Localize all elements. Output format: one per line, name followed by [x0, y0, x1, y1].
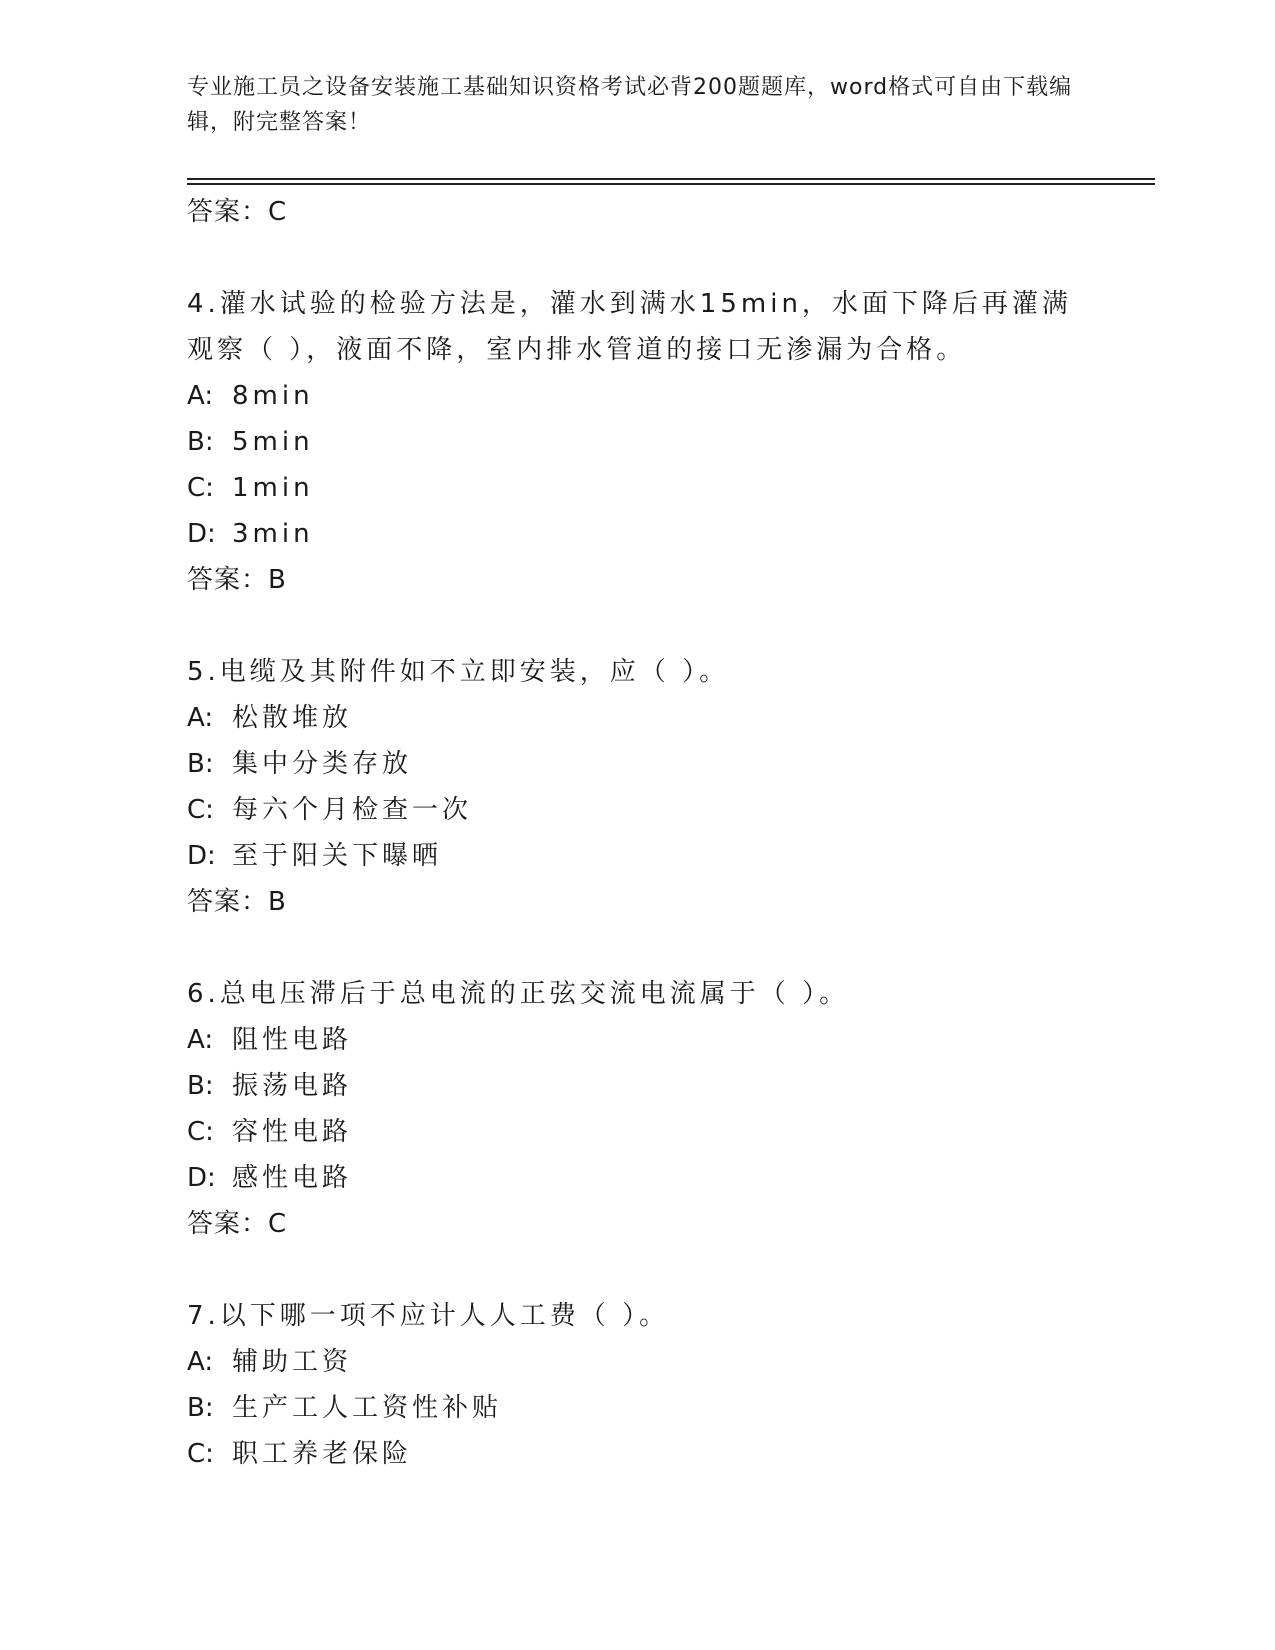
option-text: 振荡电路	[232, 1071, 353, 1101]
option-key: B:	[187, 427, 214, 457]
header-rule-top	[187, 178, 1155, 180]
answer-line: 答案：C	[187, 197, 288, 227]
option-text: 每六个月检查一次	[232, 795, 473, 825]
question-list	[187, 189, 1087, 1477]
option-text: 8min	[232, 381, 314, 411]
option-key: C:	[187, 1117, 214, 1147]
option-key: D:	[187, 1163, 216, 1193]
option-d	[187, 511, 1087, 557]
option-text: 容性电路	[232, 1117, 353, 1147]
question-text: 4.灌水试验的检验方法是，灌水到满水15min，水面下降后再灌满观察（ ），液面不降，室内排水管道的接口无渗漏为合格。	[187, 289, 1072, 365]
option-text: 5min	[232, 427, 314, 457]
header-rule-bottom	[187, 183, 1155, 185]
question-text: 7.以下哪一项不应计人人工费（ ）。	[187, 1301, 670, 1331]
option-b	[187, 419, 1087, 465]
option-d	[187, 833, 1087, 879]
option-text: 3min	[232, 519, 314, 549]
option-b	[187, 741, 1087, 787]
option-text: 松散堆放	[232, 703, 353, 733]
option-d	[187, 1155, 1087, 1201]
option-a	[187, 695, 1087, 741]
option-key: B:	[187, 1393, 214, 1423]
option-text: 集中分类存放	[232, 749, 413, 779]
option-key: A:	[187, 1347, 214, 1377]
question-block	[187, 649, 1087, 925]
option-text: 辅助工资	[232, 1347, 353, 1377]
option-b	[187, 1385, 1087, 1431]
option-a	[187, 373, 1087, 419]
question-text: 5.电缆及其附件如不立即安装，应（ ）。	[187, 657, 730, 687]
option-key: B:	[187, 1071, 214, 1101]
answer-line: 答案：C	[187, 1209, 288, 1239]
option-c	[187, 787, 1087, 833]
option-c	[187, 1109, 1087, 1155]
option-text: 阻性电路	[232, 1025, 353, 1055]
option-key: C:	[187, 1439, 214, 1469]
option-b	[187, 1063, 1087, 1109]
option-key: A:	[187, 381, 214, 411]
option-key: A:	[187, 703, 214, 733]
question-block	[187, 1293, 1087, 1477]
option-text: 感性电路	[232, 1163, 353, 1193]
option-text: 1min	[232, 473, 314, 503]
question-block	[187, 281, 1087, 603]
option-text: 至于阳关下曝晒	[232, 841, 443, 871]
option-key: D:	[187, 841, 216, 871]
question-block	[187, 971, 1087, 1247]
option-a	[187, 1017, 1087, 1063]
option-c	[187, 465, 1087, 511]
option-key: C:	[187, 473, 214, 503]
option-key: C:	[187, 795, 214, 825]
option-c	[187, 1431, 1087, 1477]
document-header: 专业施工员之设备安装施工基础知识资格考试必背200题题库，word格式可自由下载编辑，附完整答案！	[187, 75, 1073, 135]
option-a	[187, 1339, 1087, 1385]
question-text: 6.总电压滞后于总电流的正弦交流电流属于（ ）。	[187, 979, 850, 1009]
answer-line: 答案：B	[187, 887, 287, 917]
answer-line: 答案：B	[187, 565, 287, 595]
option-key: B:	[187, 749, 214, 779]
option-text: 生产工人工资性补贴	[232, 1393, 503, 1423]
option-key: D:	[187, 519, 216, 549]
option-text: 职工养老保险	[232, 1439, 413, 1469]
option-key: A:	[187, 1025, 214, 1055]
